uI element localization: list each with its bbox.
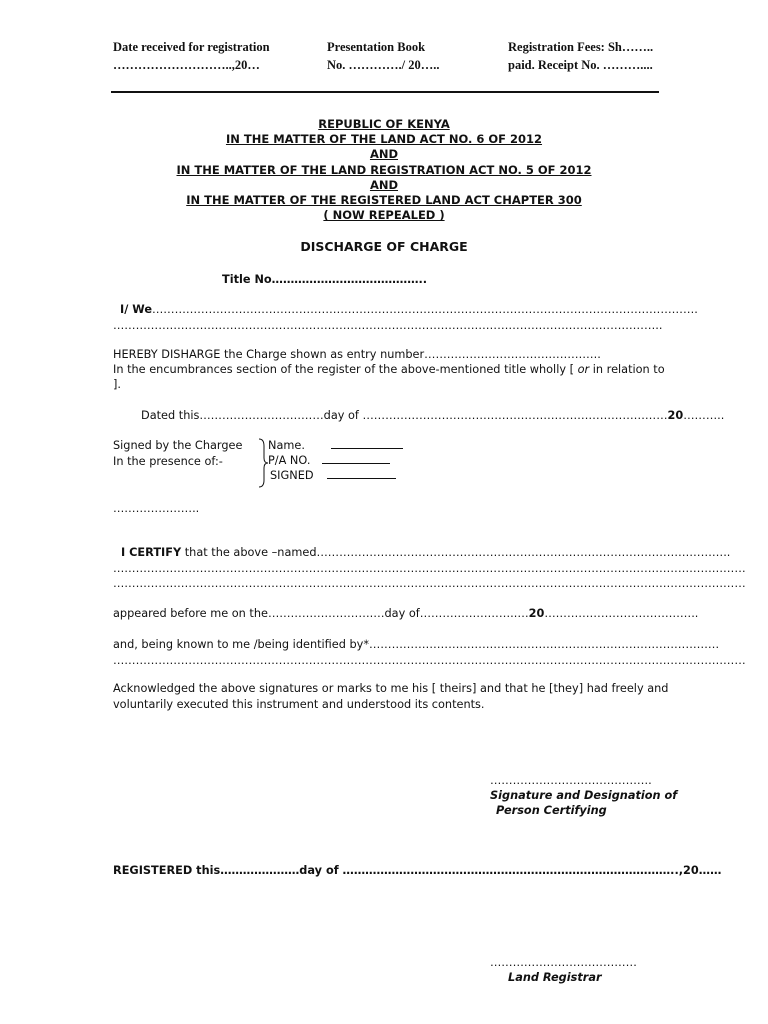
certify-line-3: …………………………………………………………………………………………………………………………………………………… [113,577,746,590]
certify-rest: that the above –named……………………………………………………………………………………………….. [184,546,731,559]
date-received-value: ………………………..,20… [113,58,260,72]
signed-pano-label: P/A NO. [268,454,311,467]
short-dots-line: ………………….. [113,502,200,515]
title-now-repealed: ( NOW REPEALED ) [323,208,445,223]
dated-year: 20 [667,409,684,422]
title-land-registration-act: IN THE MATTER OF THE LAND REGISTRATION ACT NO. 5 OF 2012 [176,162,592,177]
name-blank-line [331,438,403,449]
discharge-line-2 [113,362,665,378]
title-no-field: Title No………………………………….. [222,273,428,286]
certify-line-2: …………………………………………………………………………………………………………………………………………………… [113,562,746,575]
appeared-a: appeared before me on the……………………….…day of……………………..… [113,607,529,620]
discharge-line-2-a: In the encumbrances section of the register of the above-mentioned title wholly [ [113,363,575,376]
signed-name-label: Name. [268,439,305,452]
certifier-signature-label-2: Person Certifying [496,804,607,817]
discharge-line-3: ]. [113,378,121,391]
iwe-dots-2: ……………………………………………………………………………………………………………………………….. [113,319,663,332]
signed-blank-line [327,468,396,479]
registration-fees-label: Registration Fees: Sh…….. [508,40,654,54]
brace-icon [258,438,268,488]
discharge-line-2-b: in relation to [592,363,665,376]
appeared-year: 20 [528,607,545,620]
known-line-2: …………………………………………………………………………………………………………………………………………………… [113,654,746,667]
dated-line [141,408,724,424]
discharge-line-2-or: or [577,363,590,376]
certify-line-1 [121,545,730,561]
appeared-line [113,606,698,622]
document-titles [0,117,768,223]
acknowledged-line-2: voluntarily executed this instrument and understood its contents. [113,698,485,711]
known-line-1: and, being known to me /being identified by*………………………………………………………………………………… [113,638,720,651]
certify-bold: I CERTIFY [121,546,182,559]
document-heading: DISCHARGE OF CHARGE [300,239,468,254]
signed-by-label: Signed by the Chargee [113,439,243,452]
registrar-label: Land Registrar [508,971,602,984]
presentation-book-value: No. …………./ 20….. [327,58,440,72]
signed-signed-label: SIGNED [270,469,314,482]
title-land-act: IN THE MATTER OF THE LAND ACT NO. 6 OF 2012 [225,132,543,147]
title-and-1: AND [369,147,399,162]
pano-blank-line [322,453,390,464]
appeared-c: ………………………………….. [544,607,699,620]
registered-line: REGISTERED this…………………day of ……………………………………………………………………………..,20…… [113,864,722,877]
dated-a: Dated this……………………………day of ……………………………………………………………………… [141,409,668,422]
date-received-label: Date received for registration [113,40,270,54]
signed-signed-row [270,468,396,484]
signed-pano-row [268,453,390,469]
title-republic: REPUBLIC OF KENYA [318,117,450,131]
certifier-signature-label-1: Signature and Designation of [490,789,678,802]
iwe-label: I/ We [120,303,152,316]
discharge-line-1: HEREBY DISHARGE the Charge shown as entry number……………………………………….. [113,348,601,361]
title-registered-land-act: IN THE MATTER OF THE REGISTERED LAND ACT CHAPTER 300 [186,193,582,208]
acknowledged-line-1: Acknowledged the above signatures or marks to me his [ theirs] and that he [they] had freely and [113,682,669,695]
receipt-no-value: paid. Receipt No. ……….... [508,58,653,72]
signed-name-row [268,438,403,454]
iwe-dots-1: ………………………………………………………………………………………………………………………………. [151,303,698,316]
title-and-2: AND [369,177,399,192]
presentation-book-label: Presentation Book [327,40,426,54]
in-presence-label: In the presence of:- [113,455,223,468]
certifier-signature-dots: ……………………………………. [490,774,652,787]
iwe-line-1 [120,302,698,318]
registrar-signature-dots: ………………………………… [490,956,637,969]
header-divider [111,91,659,93]
dated-c: ……….. [683,409,725,422]
